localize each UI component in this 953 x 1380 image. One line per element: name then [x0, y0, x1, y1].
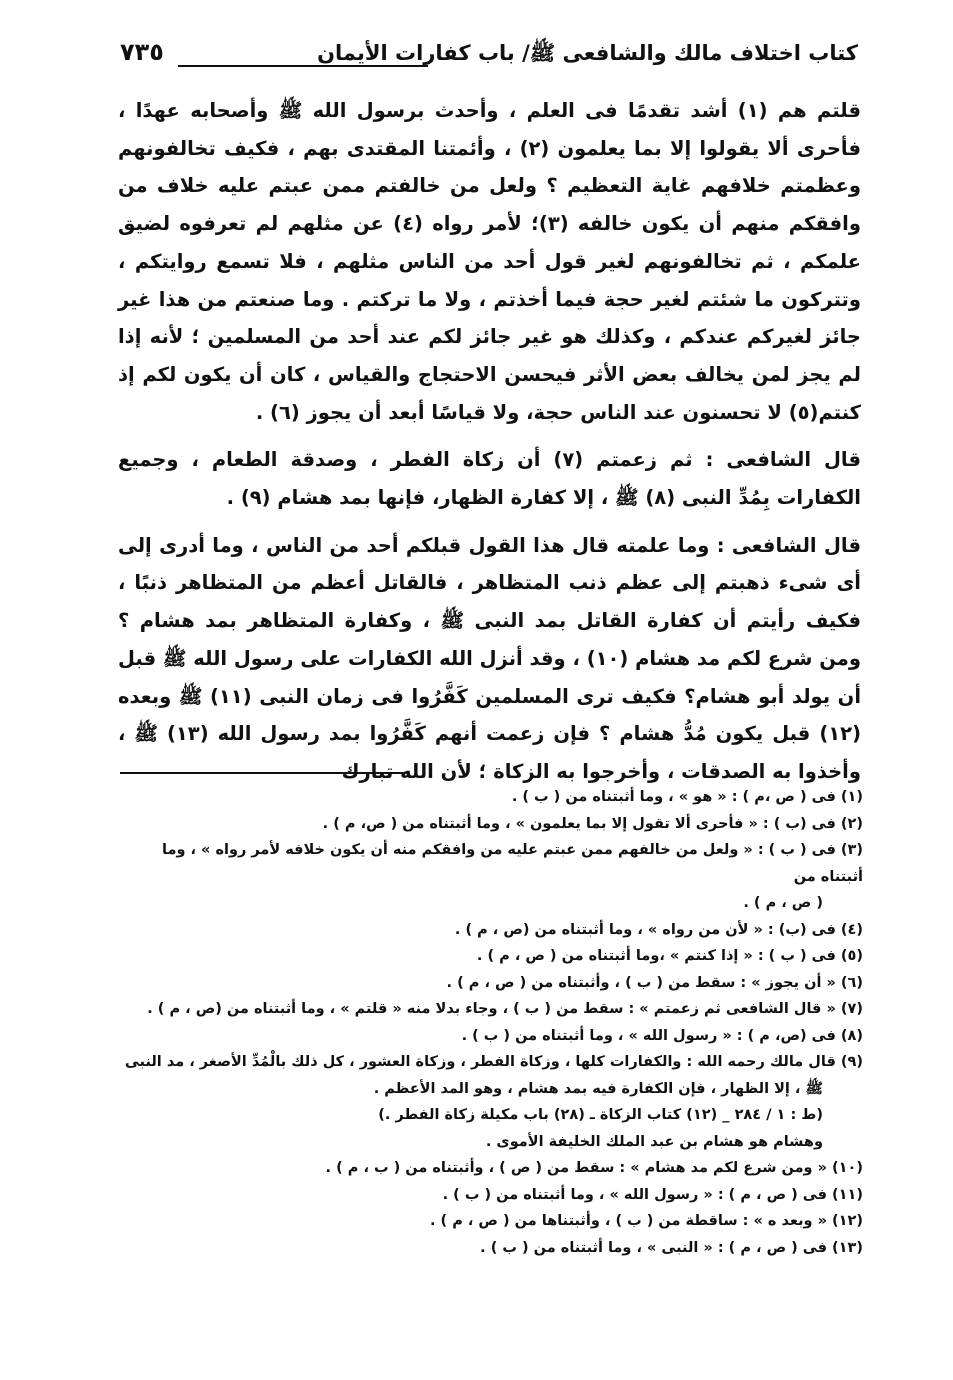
footnotes — [118, 784, 863, 1261]
footnote — [118, 811, 863, 838]
paragraph-text: وما علمته قال هذا القول قبلكم أحد من الناس ، وما أدرى إلى أى شىء ذهبتم إلى عظم ذنب المتظاهر ، فالقاتل أعظم من المتظاهر ذنبًا ، فكيف رأيتم أن كفارة القاتل بمد النبى ﷺ ، وكفارة المتظاهر بمد هشام ؟ ومن شرع لكم مد هشام (١٠) ، وقد أنزل الله الكفارات على رسول الله ﷺ قبل أن يولد أبو هشام؟ فكيف ترى المسلمين كَفَّرُوا فى زمان النبى (١١) ﷺ وبعده (١٢) قبل يكون مُدُّ هشام ؟ فإن زعمت أنهم كَفَّرُوا بمد رسول الله (١٣) ﷺ ، وأخذوا به الصدقات ، وأخرجوا به الزكاة ؛ لأن الله تبارك — [118, 533, 862, 783]
page-number: ٧٣٥ — [120, 38, 164, 66]
footnote-text: (١٢) « وبعد ه » : ساقطة من ( ب ) ، وأثبتناها من ( ص ، م ) . — [429, 1213, 863, 1229]
header-title: كتاب اختلاف مالك والشافعى ﷺ/ باب كفارات الأيمان — [317, 41, 858, 65]
paragraph-text: قلتم هم (١) أشد تقدمًا فى العلم ، وأحدث برسول الله ﷺ وأصحابه عهدًا ، فأحرى ألا يقولوا إلا بما يعلمون (٢) ، وأئمتنا المقتدى بهم ، فكيف تخالفونهم وعظمتم خلافهم غاية التعظيم ؟ ولعل من خالفتم ممن عبتم عليه خلاف من وافقكم منهم أن يكون خالفه (٣)؛ لأمر رواه (٤) عن مثلهم لم تعرفوه لضيق علمكم ، ثم تخالفونهم لغير قول أحد من الناس مثلهم ، فلا تسمع روايتكم ، وتتركون ما شئتم لغير حجة فيما أخذتم ، ولا ما تركتم . وما صنعتم من هذا غير جائز لغيركم عندكم ، وكذلك هو غير جائز لكم عند أحد من المسلمين ؛ لأنه إذا لم يجز لمن يخالف بعض الأثر فيحسن الاحتجاج والقياس ، كان أن يكون لكم إذ كنتم(٥) لا تحسنون عند الناس حجة، ولا قياسًا أبعد أن يجوز (٦) . — [118, 99, 861, 424]
paragraph — [118, 527, 861, 791]
footnote — [118, 996, 863, 1023]
paragraph — [118, 92, 861, 431]
footnote-continuation — [118, 890, 863, 917]
paragraph-text: ثم زعمتم (٧) أن زكاة الفطر ، وصدقة الطعام ، وجميع الكفارات بِمُدِّ النبى (٨) ﷺ ، إلا كفارة الظهار، فإنها بمد هشام (٩) . — [118, 448, 861, 510]
footnote-text: (ط : ١ / ٢٨٤ _ (١٢) كتاب الزكاة ـ (٢٨) باب مكيلة زكاة الفطر .) — [378, 1107, 823, 1123]
running-header — [120, 38, 858, 78]
footnote-text: (١٠) « ومن شرع لكم مد هشام » : سقط من ( ص ) ، وأثبتناه من ( ب ، م ) . — [325, 1160, 863, 1176]
footnote-text: (١٣) فى ( ص ، م ) : « النبى » ، وما أثبتناه من ( ب ) . — [480, 1239, 863, 1256]
footnote-text: (٢) فى (ب ) : « فأحرى ألا تقول إلا بما يعلمون » ، وما أثبتناه من ( ص، م ) . — [322, 815, 863, 832]
header-rule — [178, 65, 428, 67]
footnote — [118, 1182, 863, 1209]
footnote-text: (١) فى ( ص ،م ) : « هو » ، وما أثبتناه من ( ب ) . — [511, 789, 863, 805]
footnote-text: وهشام هو هشام بن عبد الملك الخليفة الأموى . — [485, 1133, 823, 1150]
speaker-label: قال الشافعى : — [716, 533, 861, 557]
footnote-text: (٣) فى ( ب ) : « ولعل من خالفهم ممن عبتم عليه من وافقكم منه أن يكون خلافه لأمر رواه » ، وما أثبتناه من — [162, 842, 863, 885]
footnote — [118, 1208, 863, 1235]
footnote-text: (٤) فى (ب) : « لأن من رواه » ، وما أثبتناه من (ص ، م ) . — [454, 921, 863, 938]
paragraph — [118, 441, 861, 516]
footnote-continuation — [118, 1076, 863, 1103]
footnote-note — [118, 1129, 863, 1156]
footnote — [118, 1049, 863, 1076]
footnote-text: ( ص ، م ) . — [743, 895, 823, 911]
footnote-text: (٥) فى ( ب ) : « إذا كنتم » ،وما أثبتناه من ( ص ، م ) . — [476, 948, 863, 964]
main-text — [118, 92, 861, 791]
speaker-label: قال الشافعى : — [705, 448, 862, 472]
footnote-divider — [120, 772, 403, 774]
footnote — [118, 1155, 863, 1182]
footnote-text: (٧) « قال الشافعى ثم زعمتم » : سقط من ( ب ) ، وجاء بدلا منه « قلتم » ، وما أثبتناه من (ص ، م ) . — [147, 1001, 863, 1017]
footnote-text: (٦) « أن يجوز » : سقط من ( ب ) ، وأثبتناه من ( ص ، م ) . — [446, 974, 863, 991]
footnote-text: (١١) فى ( ص ، م ) : « رسول الله » ، وما أثبتناه من ( ب ) . — [442, 1186, 863, 1203]
footnote — [118, 1023, 863, 1050]
footnote — [118, 784, 863, 811]
footnote — [118, 1235, 863, 1262]
footnote — [118, 943, 863, 970]
footnote — [118, 970, 863, 997]
footnote-reference — [118, 1102, 863, 1129]
footnote — [118, 917, 863, 944]
footnote-text: (٩) قال مالك رحمه الله : والكفارات كلها ، وزكاة الفطر ، وزكاة العشور ، كل ذلك بالْمُدِّ الأصغر ، مد النبى — [124, 1054, 863, 1070]
footnote-text: (٨) فى (ص، م ) : « رسول الله » ، وما أثبتناه من ( ب ) . — [461, 1027, 863, 1044]
footnote — [118, 837, 863, 890]
footnote-text: ﷺ ، إلا الظهار ، فإن الكفارة فيه بمد هشام ، وهو المد الأعظم . — [373, 1080, 823, 1097]
